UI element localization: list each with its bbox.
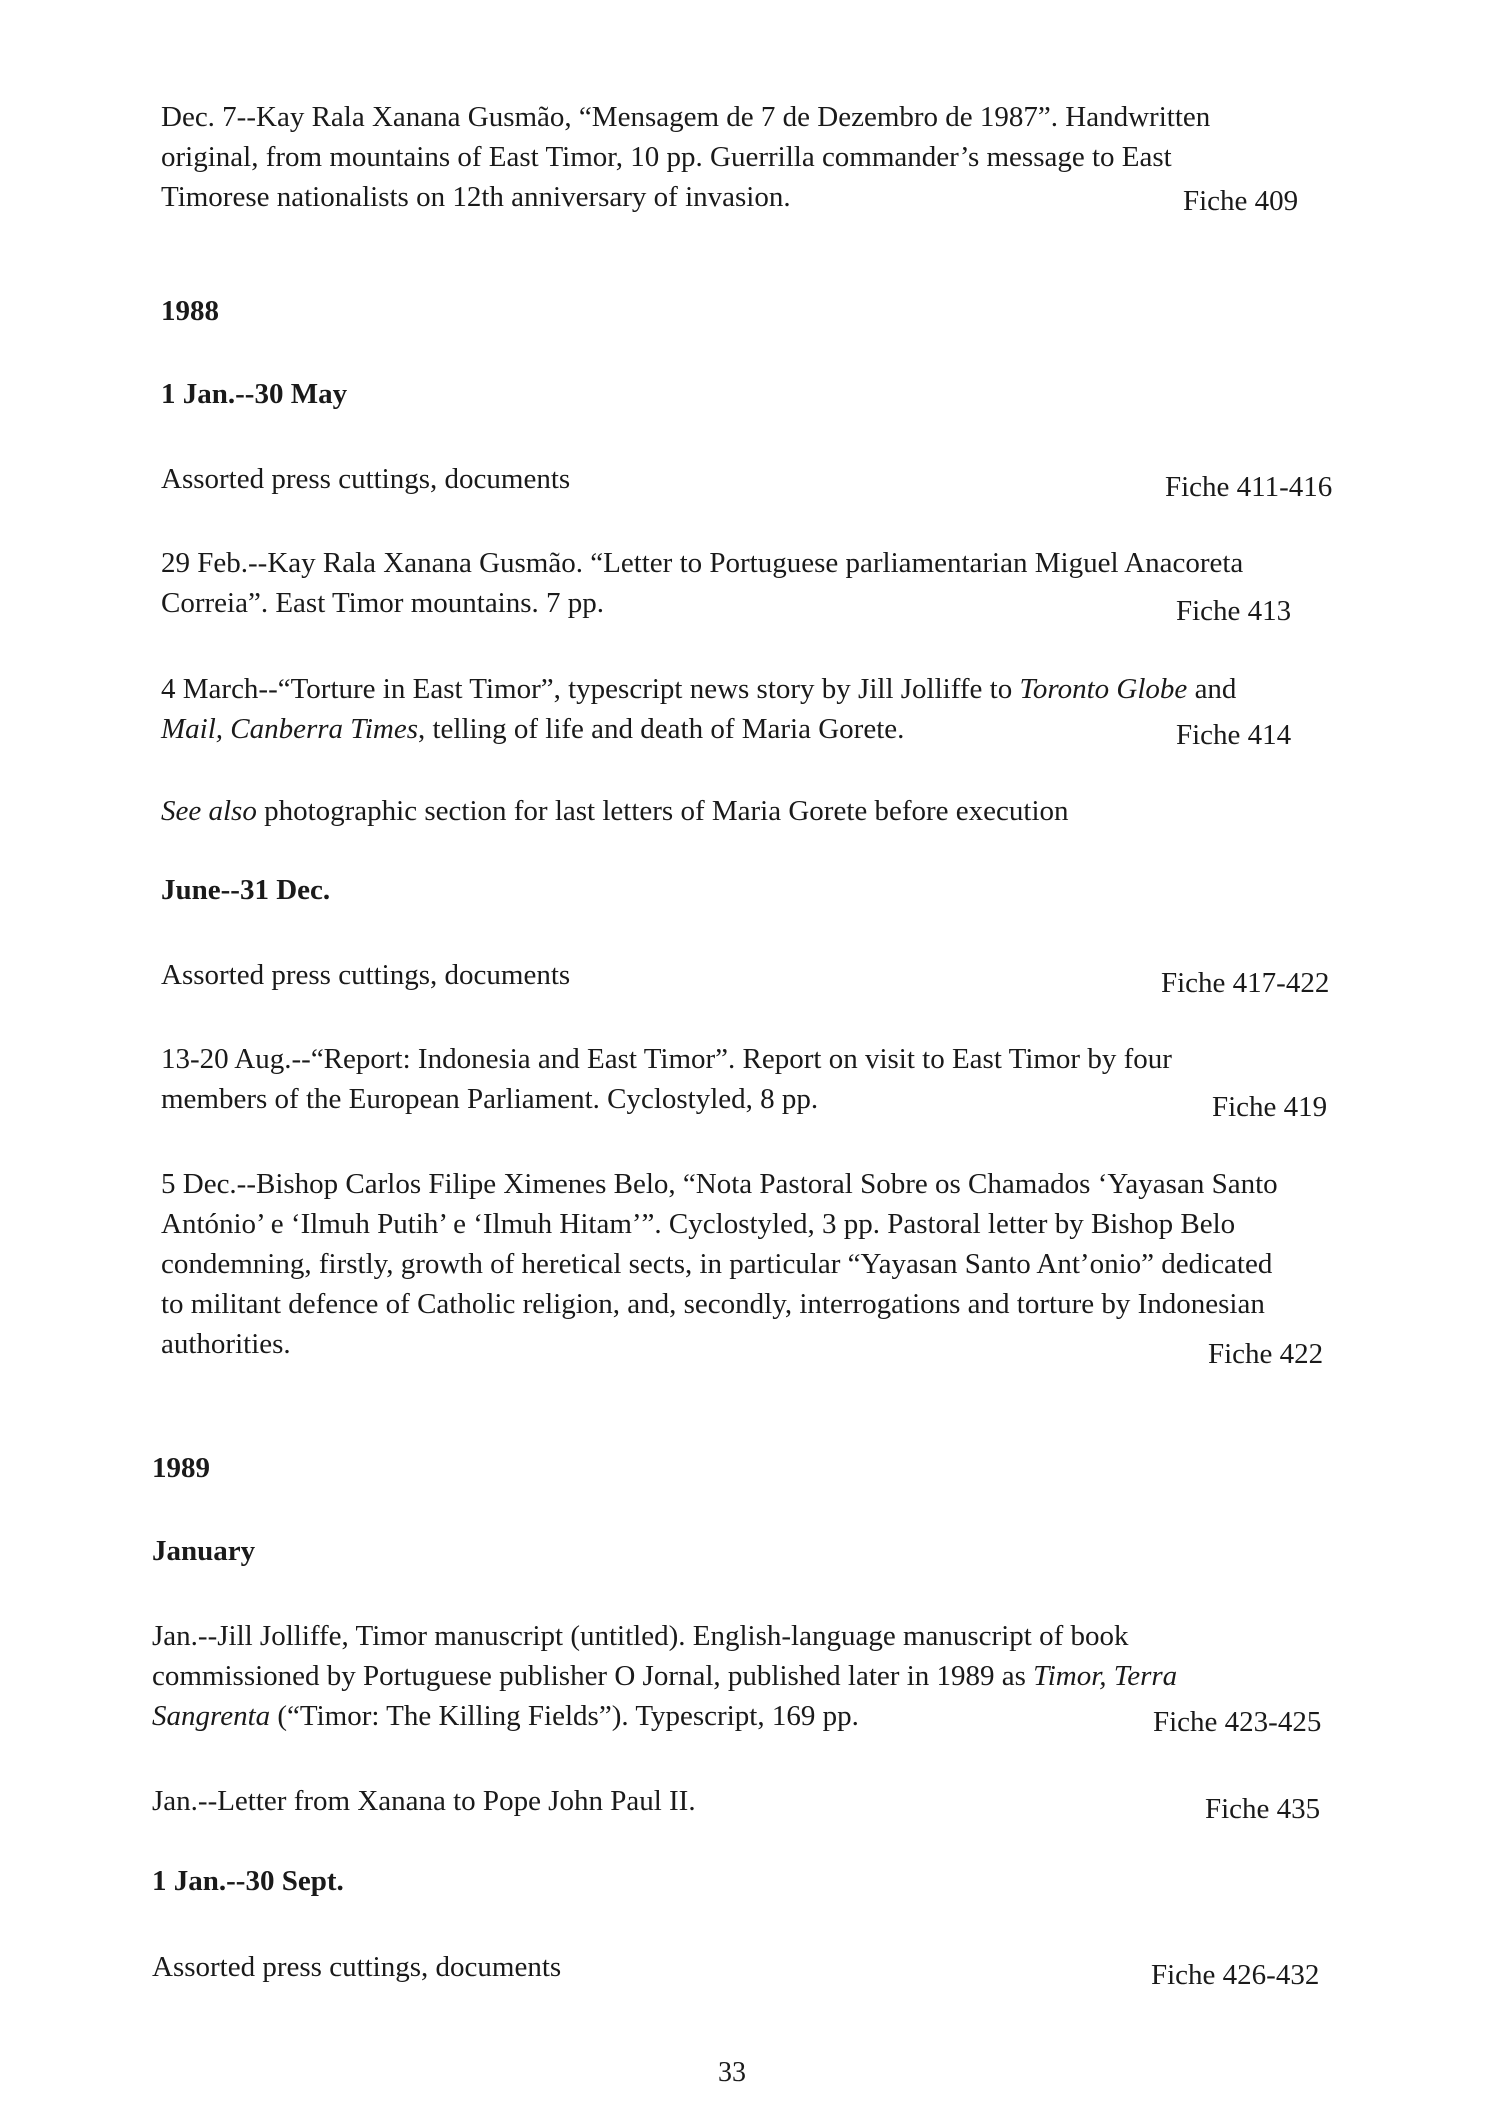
entry-line: Correia”. East Timor mountains. 7 pp. <box>161 587 605 619</box>
fiche-reference: Fiche 426-432 <box>1151 1959 1320 1991</box>
entry-line: 29 Feb.--Kay Rala Xanana Gusmão. “Letter to Portuguese parliamentarian Miguel Anacoreta <box>161 547 1244 579</box>
fiche-reference: Fiche 414 <box>1176 719 1292 751</box>
entry-line: Timorese nationalists on 12th anniversary of invasion. <box>161 181 791 213</box>
entry-line: members of the European Parliament. Cyclostyled, 8 pp. <box>161 1083 819 1115</box>
entry-line: 5 Dec.--Bishop Carlos Filipe Ximenes Belo, “Nota Pastoral Sobre os Chamados ‘Yayasan Santo <box>161 1168 1278 1200</box>
fiche-reference: Fiche 411-416 <box>1165 471 1333 503</box>
year-heading: 1989 <box>152 1452 210 1484</box>
period-heading: 1 Jan.--30 Sept. <box>152 1865 344 1897</box>
fiche-reference: Fiche 417-422 <box>1161 967 1330 999</box>
fiche-reference: Fiche 409 <box>1183 185 1299 217</box>
fiche-reference: Fiche 423-425 <box>1153 1706 1322 1738</box>
entry-line: commissioned by Portuguese publisher O Jornal, published later in 1989 as Timor, Terra <box>152 1660 1178 1692</box>
entry-line: Assorted press cuttings, documents <box>161 463 571 495</box>
entry-line: António’ e ‘Ilmuh Putih’ e ‘Ilmuh Hitam’”. Cyclostyled, 3 pp. Pastoral letter by Bishop Belo <box>161 1208 1236 1240</box>
entry-line: authorities. <box>161 1328 291 1360</box>
fiche-reference: Fiche 413 <box>1176 595 1292 627</box>
entry-line: to militant defence of Catholic religion, and, secondly, interrogations and torture by Indonesian <box>161 1288 1265 1320</box>
entry-line: Mail, Canberra Times, telling of life and death of Maria Gorete. <box>161 713 905 745</box>
entry-line: original, from mountains of East Timor, 10 pp. Guerrilla commander’s message to East <box>161 141 1172 173</box>
entry-line: 4 March--“Torture in East Timor”, typescript news story by Jill Jolliffe to Toronto Globe and <box>161 673 1237 705</box>
period-heading: 1 Jan.--30 May <box>161 378 348 410</box>
entry-line: Assorted press cuttings, documents <box>161 959 571 991</box>
entry-line: Assorted press cuttings, documents <box>152 1951 562 1983</box>
entry-line: condemning, firstly, growth of heretical sects, in particular “Yayasan Santo Ant’onio” dedicated <box>161 1248 1273 1280</box>
entry-line: Jan.--Jill Jolliffe, Timor manuscript (untitled). English-language manuscript of book <box>152 1620 1129 1652</box>
page-number: 33 <box>718 2057 746 2088</box>
fiche-reference: Fiche 419 <box>1212 1091 1328 1123</box>
entry-line: Sangrenta (“Timor: The Killing Fields”). Typescript, 169 pp. <box>152 1700 859 1732</box>
period-heading: June--31 Dec. <box>161 874 331 906</box>
entry-line: Jan.--Letter from Xanana to Pope John Paul II. <box>152 1785 696 1817</box>
year-heading: 1988 <box>161 295 219 327</box>
entry-line: 13-20 Aug.--“Report: Indonesia and East Timor”. Report on visit to East Timor by four <box>161 1043 1172 1075</box>
entry-line: See also photographic section for last letters of Maria Gorete before execution <box>161 795 1069 827</box>
period-heading: January <box>152 1535 256 1567</box>
entry-line: Dec. 7--Kay Rala Xanana Gusmão, “Mensagem de 7 de Dezembro de 1987”. Handwritten <box>161 101 1211 133</box>
fiche-reference: Fiche 435 <box>1205 1793 1321 1825</box>
fiche-reference: Fiche 422 <box>1208 1338 1324 1370</box>
